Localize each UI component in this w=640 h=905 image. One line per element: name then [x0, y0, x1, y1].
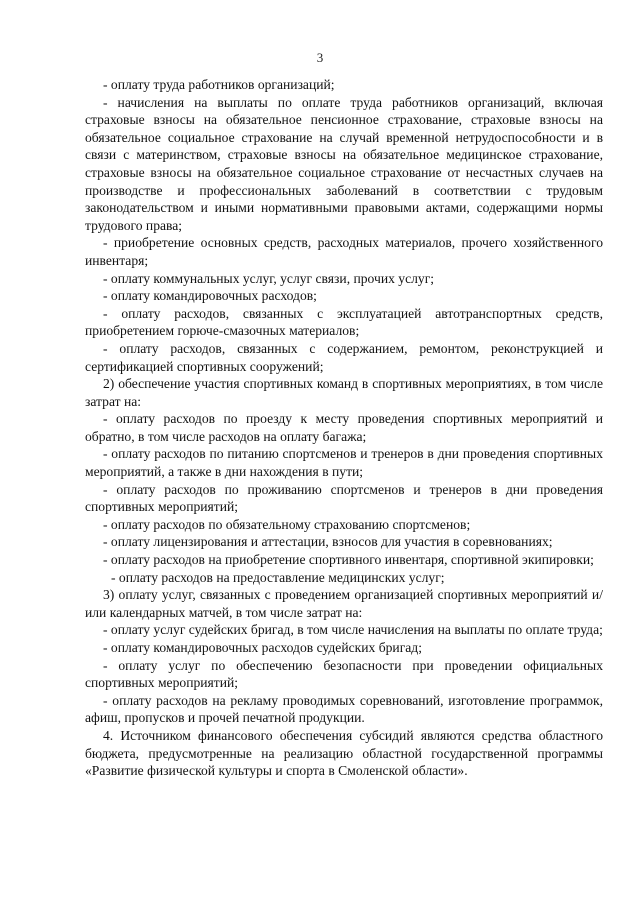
paragraph: - оплату расходов на рекламу проводимых соревнований, изготовление программок, афиш, пропусков и прочей печатной продукции.	[85, 692, 603, 726]
paragraph: - оплату расходов, связанных с содержанием, ремонтом, реконструкцией и сертификацией спортивных сооружений;	[85, 340, 603, 374]
paragraph: - оплату расходов по проезду к месту проведения спортивных мероприятий и обратно, в том числе расходов на оплату багажа;	[85, 411, 603, 444]
page-number: 3	[316, 50, 324, 65]
paragraph: 2) обеспечение участия спортивных команд в спортивных мероприятиях, в том числе затрат на:	[85, 376, 603, 409]
paragraph: - оплату услуг по обеспечению безопасности при проведении официальных спортивных мероприятий;	[85, 657, 603, 691]
paragraph: 3) оплату услуг, связанных с проведением организацией спортивных мероприятий и/или календарных матчей, в том числе затрат на:	[85, 587, 603, 620]
paragraph: - оплату услуг судейских бригад, в том числе начисления на выплаты по оплате труда;	[103, 622, 603, 638]
paragraph: - приобретение основных средств, расходных материалов, прочего хозяйственного инвентаря;	[85, 235, 603, 268]
paragraph: - оплату лицензирования и аттестации, взносов для участия в соревнованиях;	[103, 534, 553, 550]
paragraph: - оплату расходов на приобретение спортивного инвентаря, спортивной экипировки;	[103, 552, 594, 568]
paragraph: - начисления на выплаты по оплате труда работников организаций, включая страховые взносы на обязательное пенсионное страхование, страховые взносы на обязательное социальное страхование на случай временной нетрудоспособности и в связи с материнством, страховые взносы на обязательное медицинское страхование, страховые взносы на обязательное социальное страхование от несчастных случаев на производстве и профессиональных заболеваний в соответствии с трудовым законодательством и иными нормативными правовыми актами, содержащими нормы трудового права;	[85, 94, 603, 233]
paragraph: - оплату командировочных расходов;	[103, 288, 317, 304]
paragraph: - оплату расходов по обязательному страхованию спортсменов;	[103, 516, 471, 532]
paragraph: 4. Источником финансового обеспечения субсидий являются средства областного бюджета, предусмотренные на реализацию областной государственной программы «Развитие физической культуры и спорта в Смоленской области».	[85, 727, 603, 779]
paragraph: - оплату расходов по проживанию спортсменов и тренеров в дни проведения спортивных мероприятий;	[85, 481, 603, 515]
paragraph: - оплату расходов, связанных с эксплуатацией автотранспортных средств, приобретением горюче-смазочных материалов;	[85, 305, 603, 339]
paragraph: - оплату труда работников организаций;	[103, 77, 335, 92]
paragraph: - оплату расходов на предоставление медицинских услуг;	[111, 569, 445, 585]
paragraph: - оплату командировочных расходов судейских бригад;	[103, 640, 422, 655]
document-body	[85, 76, 603, 780]
paragraph: - оплату коммунальных услуг, услуг связи, прочих услуг;	[103, 270, 435, 286]
paragraph: - оплату расходов по питанию спортсменов и тренеров в дни проведения спортивных мероприятий, а также в дни нахождения в пути;	[85, 446, 603, 480]
